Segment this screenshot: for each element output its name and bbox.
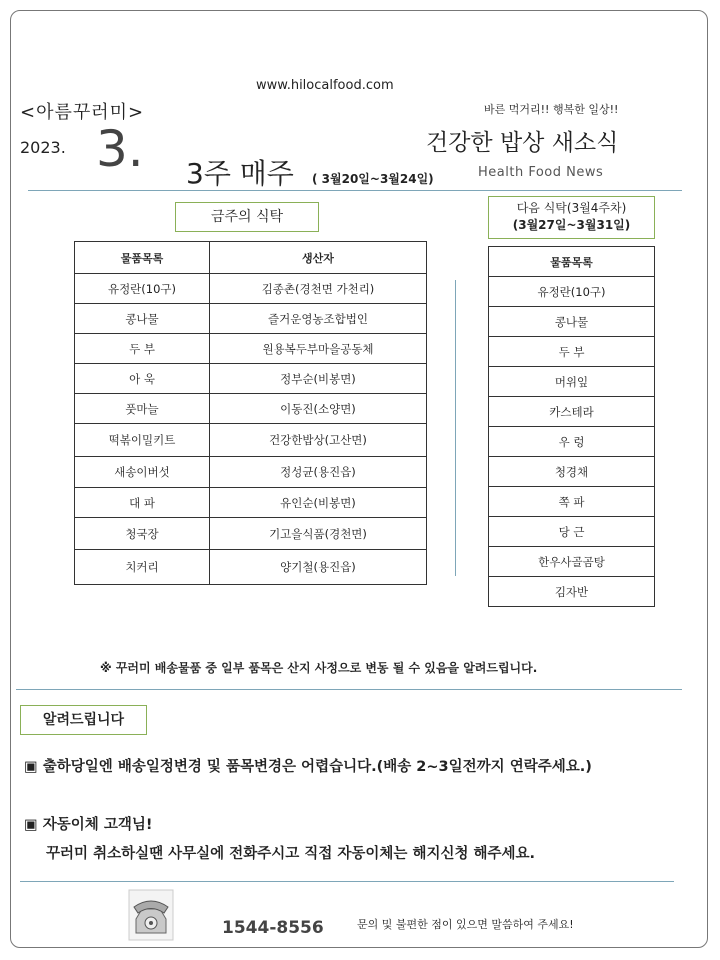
item-cell: 유정란(10구) xyxy=(75,274,210,304)
column-header-items: 물품목록 xyxy=(75,242,210,274)
brand-name: <아름꾸러미> xyxy=(20,102,145,123)
item-cell: 두 부 xyxy=(489,337,655,367)
notice-auto-transfer: ▣ 자동이체 고객님! xyxy=(24,817,153,833)
producer-cell: 김종촌(경천면 가천리) xyxy=(210,274,427,304)
this-week-table xyxy=(74,241,427,585)
issue-week: 3주 매주 xyxy=(186,157,294,190)
table-row xyxy=(75,488,427,518)
column-divider xyxy=(455,280,456,576)
item-cell: 카스테라 xyxy=(489,397,655,427)
table-row xyxy=(489,307,655,337)
producer-cell: 기고을식품(경천면) xyxy=(210,518,427,550)
issue-month: 3. xyxy=(96,120,144,178)
item-cell: 한우사골곰탕 xyxy=(489,547,655,577)
table-row xyxy=(75,394,427,424)
producer-cell: 양기철(용진읍) xyxy=(210,550,427,585)
next-week-title: 다음 식탁(3월4주차) xyxy=(516,201,627,215)
item-cell: 청경채 xyxy=(489,457,655,487)
table-row xyxy=(489,277,655,307)
item-cell: 콩나물 xyxy=(75,304,210,334)
news-subtitle: Health Food News xyxy=(478,165,604,180)
supply-change-notice: ※ 꾸러미 배송물품 중 일부 품목은 산지 사정으로 변동 될 수 있음을 알려드립니다. xyxy=(100,661,538,675)
item-cell: 치커리 xyxy=(75,550,210,585)
table-row xyxy=(75,304,427,334)
next-week-dates: (3월27일~3월31일) xyxy=(512,218,631,232)
item-cell: 풋마늘 xyxy=(75,394,210,424)
table-row xyxy=(75,424,427,457)
issue-year: 2023. xyxy=(20,138,66,157)
phone-number[interactable]: 1544-8556 xyxy=(222,918,324,938)
table-row xyxy=(75,518,427,550)
header-divider xyxy=(28,190,682,191)
table-row xyxy=(489,517,655,547)
item-cell: 청국장 xyxy=(75,518,210,550)
item-cell: 떡볶이밀키트 xyxy=(75,424,210,457)
item-cell: 머위잎 xyxy=(489,367,655,397)
news-title: 건강한 밥상 새소식 xyxy=(426,130,619,156)
slogan: 바른 먹거리!! 행복한 일상!! xyxy=(484,103,619,116)
item-cell: 당 근 xyxy=(489,517,655,547)
table-row xyxy=(75,550,427,585)
table-row xyxy=(489,397,655,427)
producer-cell: 유인순(비봉면) xyxy=(210,488,427,518)
table-row xyxy=(489,457,655,487)
table-row xyxy=(489,487,655,517)
date-range: ( 3월20일~3월24일) xyxy=(312,172,434,186)
table-row xyxy=(75,334,427,364)
table-row xyxy=(489,427,655,457)
item-cell: 콩나물 xyxy=(489,307,655,337)
table-row xyxy=(489,577,655,607)
producer-cell: 정부순(비봉면) xyxy=(210,364,427,394)
table-row xyxy=(489,547,655,577)
notice-delivery-change: ▣ 출하당일엔 배송일정변경 및 품목변경은 어렵습니다.(배송 2~3일전까지 연락주세요.) xyxy=(24,759,592,775)
table-row xyxy=(75,457,427,488)
producer-cell: 원용복두부마을공동체 xyxy=(210,334,427,364)
footer-divider xyxy=(20,881,674,882)
telephone-icon xyxy=(128,889,174,941)
item-cell: 새송이버섯 xyxy=(75,457,210,488)
column-header-producer: 생산자 xyxy=(210,242,427,274)
notice-label: 알려드립니다 xyxy=(20,705,147,735)
this-week-label: 금주의 식탁 xyxy=(175,202,319,232)
item-cell: 쪽 파 xyxy=(489,487,655,517)
contact-message: 문의 및 불편한 점이 있으면 말씀하여 주세요! xyxy=(357,918,574,931)
table-row xyxy=(489,337,655,367)
item-cell: 유정란(10구) xyxy=(489,277,655,307)
notice-auto-transfer-detail: 꾸러미 취소하실땐 사무실에 전화주시고 직접 자동이체는 해지신청 해주세요. xyxy=(46,846,536,862)
column-header-items: 물품목록 xyxy=(489,247,655,277)
notice-divider xyxy=(16,689,682,690)
item-cell: 대 파 xyxy=(75,488,210,518)
next-week-table xyxy=(488,246,655,607)
item-cell: 김자반 xyxy=(489,577,655,607)
item-cell: 두 부 xyxy=(75,334,210,364)
website-url[interactable]: www.hilocalfood.com xyxy=(256,78,394,93)
item-cell: 아 욱 xyxy=(75,364,210,394)
producer-cell: 즐거운영농조합법인 xyxy=(210,304,427,334)
producer-cell: 이동진(소양면) xyxy=(210,394,427,424)
producer-cell: 건강한밥상(고산면) xyxy=(210,424,427,457)
table-row xyxy=(489,367,655,397)
table-row xyxy=(75,364,427,394)
table-row xyxy=(75,274,427,304)
next-week-label xyxy=(488,196,655,239)
item-cell: 우 렁 xyxy=(489,427,655,457)
producer-cell: 정성균(용진읍) xyxy=(210,457,427,488)
